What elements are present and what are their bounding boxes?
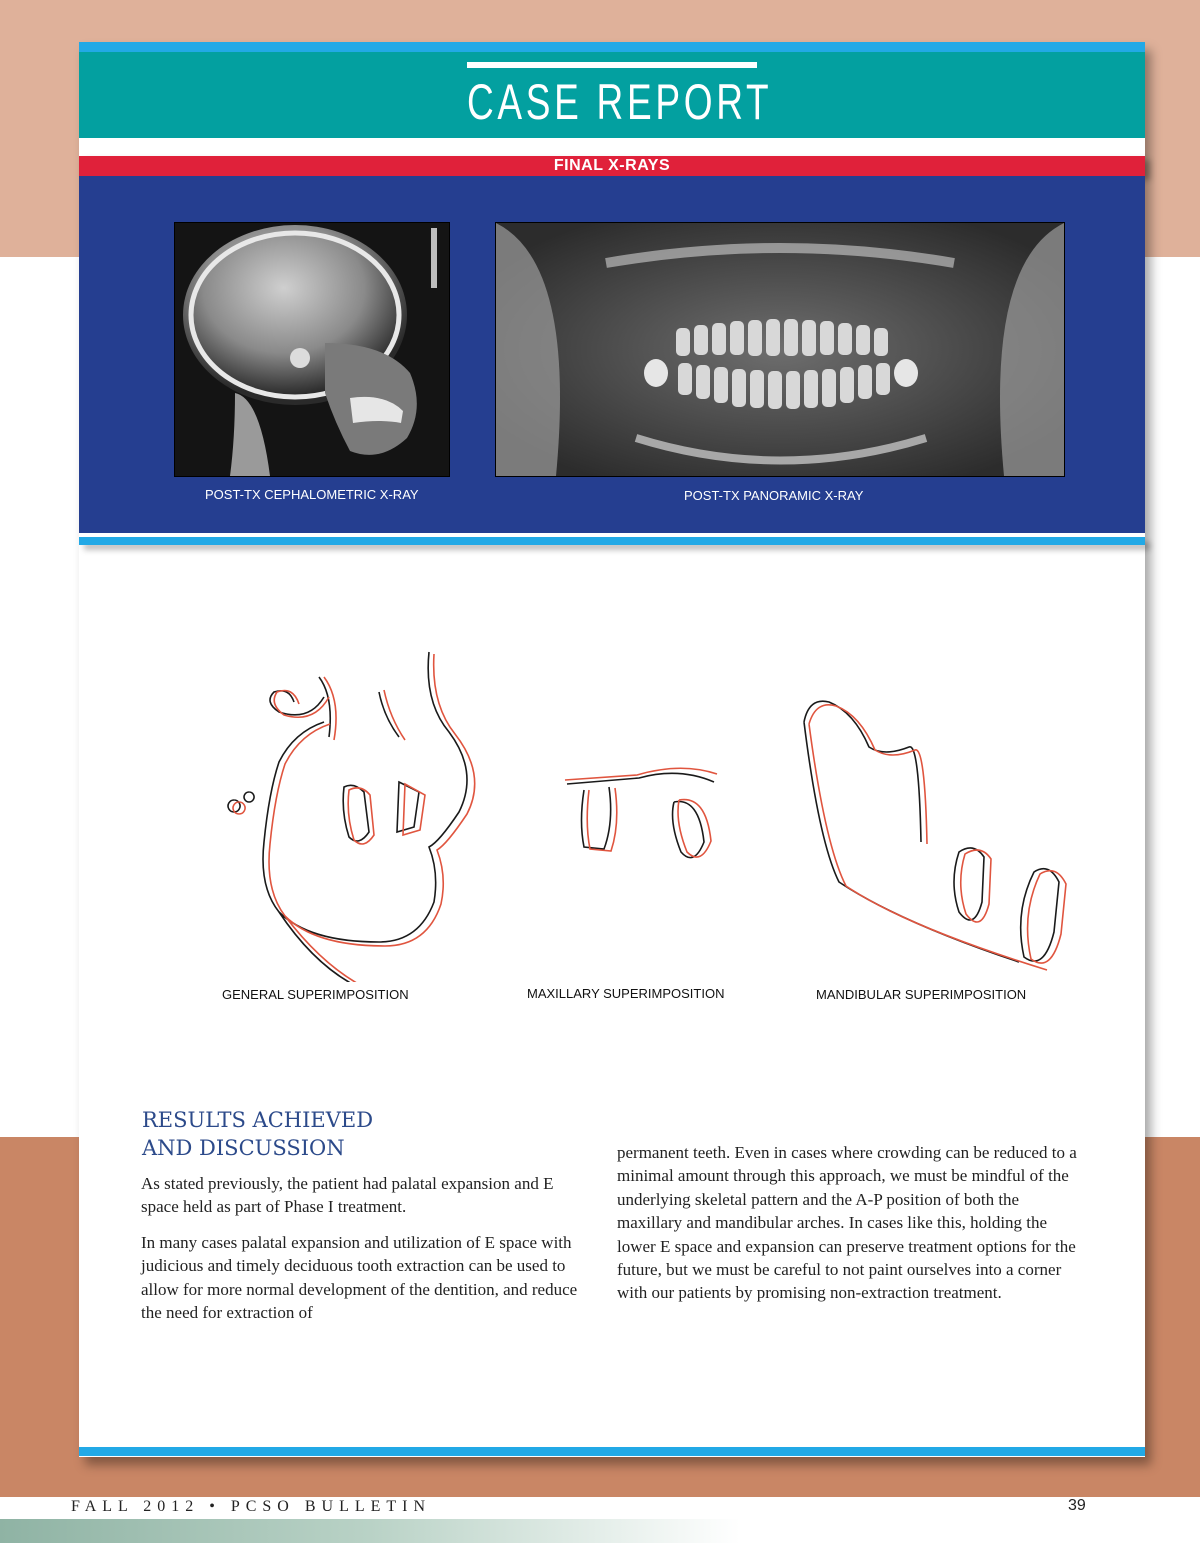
cephalometric-xray-image [174, 222, 450, 477]
article-heading [142, 1106, 562, 1162]
section-title: CASE REPORT [467, 74, 773, 130]
paragraph: As stated previously, the patient had palatal expansion and E space held as part of Phase I treatment. [141, 1174, 554, 1217]
general-superimposition-tracing [228, 652, 475, 982]
article-heading-line1: RESULTS ACHIEVED [142, 1108, 374, 1132]
xray-panel [79, 176, 1145, 533]
final-xrays-label: FINAL X-RAYS [553, 157, 671, 174]
title-rule [467, 62, 757, 68]
maxillary-superimposition-caption: MAXILLARY SUPERIMPOSITION [527, 986, 725, 1001]
superimposition-tracings [79, 642, 1145, 982]
final-xrays-band [79, 156, 1145, 176]
panoramic-caption: POST-TX PANORAMIC X-RAY [684, 488, 864, 503]
article-column-2 [617, 1141, 1079, 1317]
panoramic-xray-image [495, 222, 1065, 477]
publication-footer: FALL 2012 • PCSO BULLETIN [71, 1498, 432, 1515]
footer-gradient-bar [0, 1519, 740, 1543]
section-divider-stripe [79, 537, 1145, 545]
mandibular-superimposition-caption: MANDIBULAR SUPERIMPOSITION [816, 987, 1027, 1002]
cephalometric-caption: POST-TX CEPHALOMETRIC X-RAY [205, 487, 419, 502]
article-column-1 [141, 1172, 586, 1336]
general-superimposition-caption: GENERAL SUPERIMPOSITION [222, 987, 409, 1002]
bottom-accent-stripe [79, 1447, 1145, 1456]
mandibular-superimposition-tracing [804, 701, 1066, 970]
page-card [79, 42, 1145, 1457]
paragraph: In many cases palatal expansion and utilization of E space with judicious and timely deciduous tooth extraction can be used to allow for more normal development of the dentition, and reduce the need for extraction of [141, 1232, 578, 1323]
paragraph: permanent teeth. Even in cases where crowding can be reduced to a minimal amount through this approach, we must be mindful of the underlying skeletal pattern and the A-P position of both the maxillary and mandibular arches. In cases like this, holding the lower E space and expansion can preserve treatment options for the future, but we must be careful to not paint ourselves into a corner with our patients by promising non-extraction treatment. [617, 1143, 1077, 1303]
maxillary-superimposition-tracing [565, 768, 717, 857]
article-heading-line2: AND DISCUSSION [142, 1136, 345, 1160]
top-accent-stripe [79, 42, 1145, 52]
page-number: 39 [1068, 1497, 1086, 1514]
